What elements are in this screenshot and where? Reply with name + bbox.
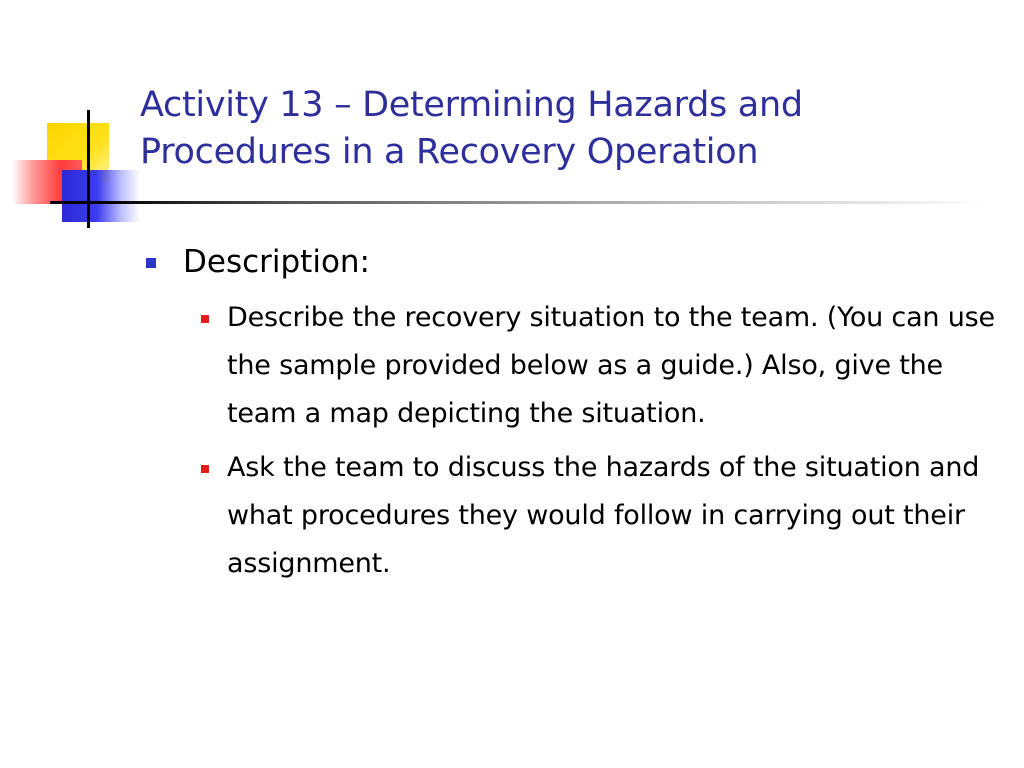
logo-blue-square: [62, 170, 140, 222]
logo-vertical-line: [87, 110, 90, 228]
sub-bullet-text: Ask the team to discuss the hazards of the situation and what procedures they would follow in carrying out their assignment.: [227, 452, 980, 579]
bullet-list: [146, 240, 1006, 594]
sub-bullet-ask: [183, 444, 1006, 588]
sub-bullet-describe: [183, 294, 1006, 438]
sub-bullet-list: [183, 294, 1006, 588]
bullet-label: Description:: [183, 244, 370, 280]
title-underline: [110, 201, 990, 204]
bullet-description: [146, 240, 1006, 588]
square-bullet-icon: [146, 258, 156, 268]
slide-title: Activity 13 – Determining Hazards and Procedures in a Recovery Operation: [140, 85, 803, 172]
square-bullet-icon: [201, 315, 209, 323]
square-bullet-icon: [201, 465, 209, 473]
sub-bullet-text: Describe the recovery situation to the team. (You can use the sample provided below as a guide.) Also, give the team a map depicting the situation.: [227, 302, 995, 429]
logo-horizontal-line: [50, 201, 110, 204]
